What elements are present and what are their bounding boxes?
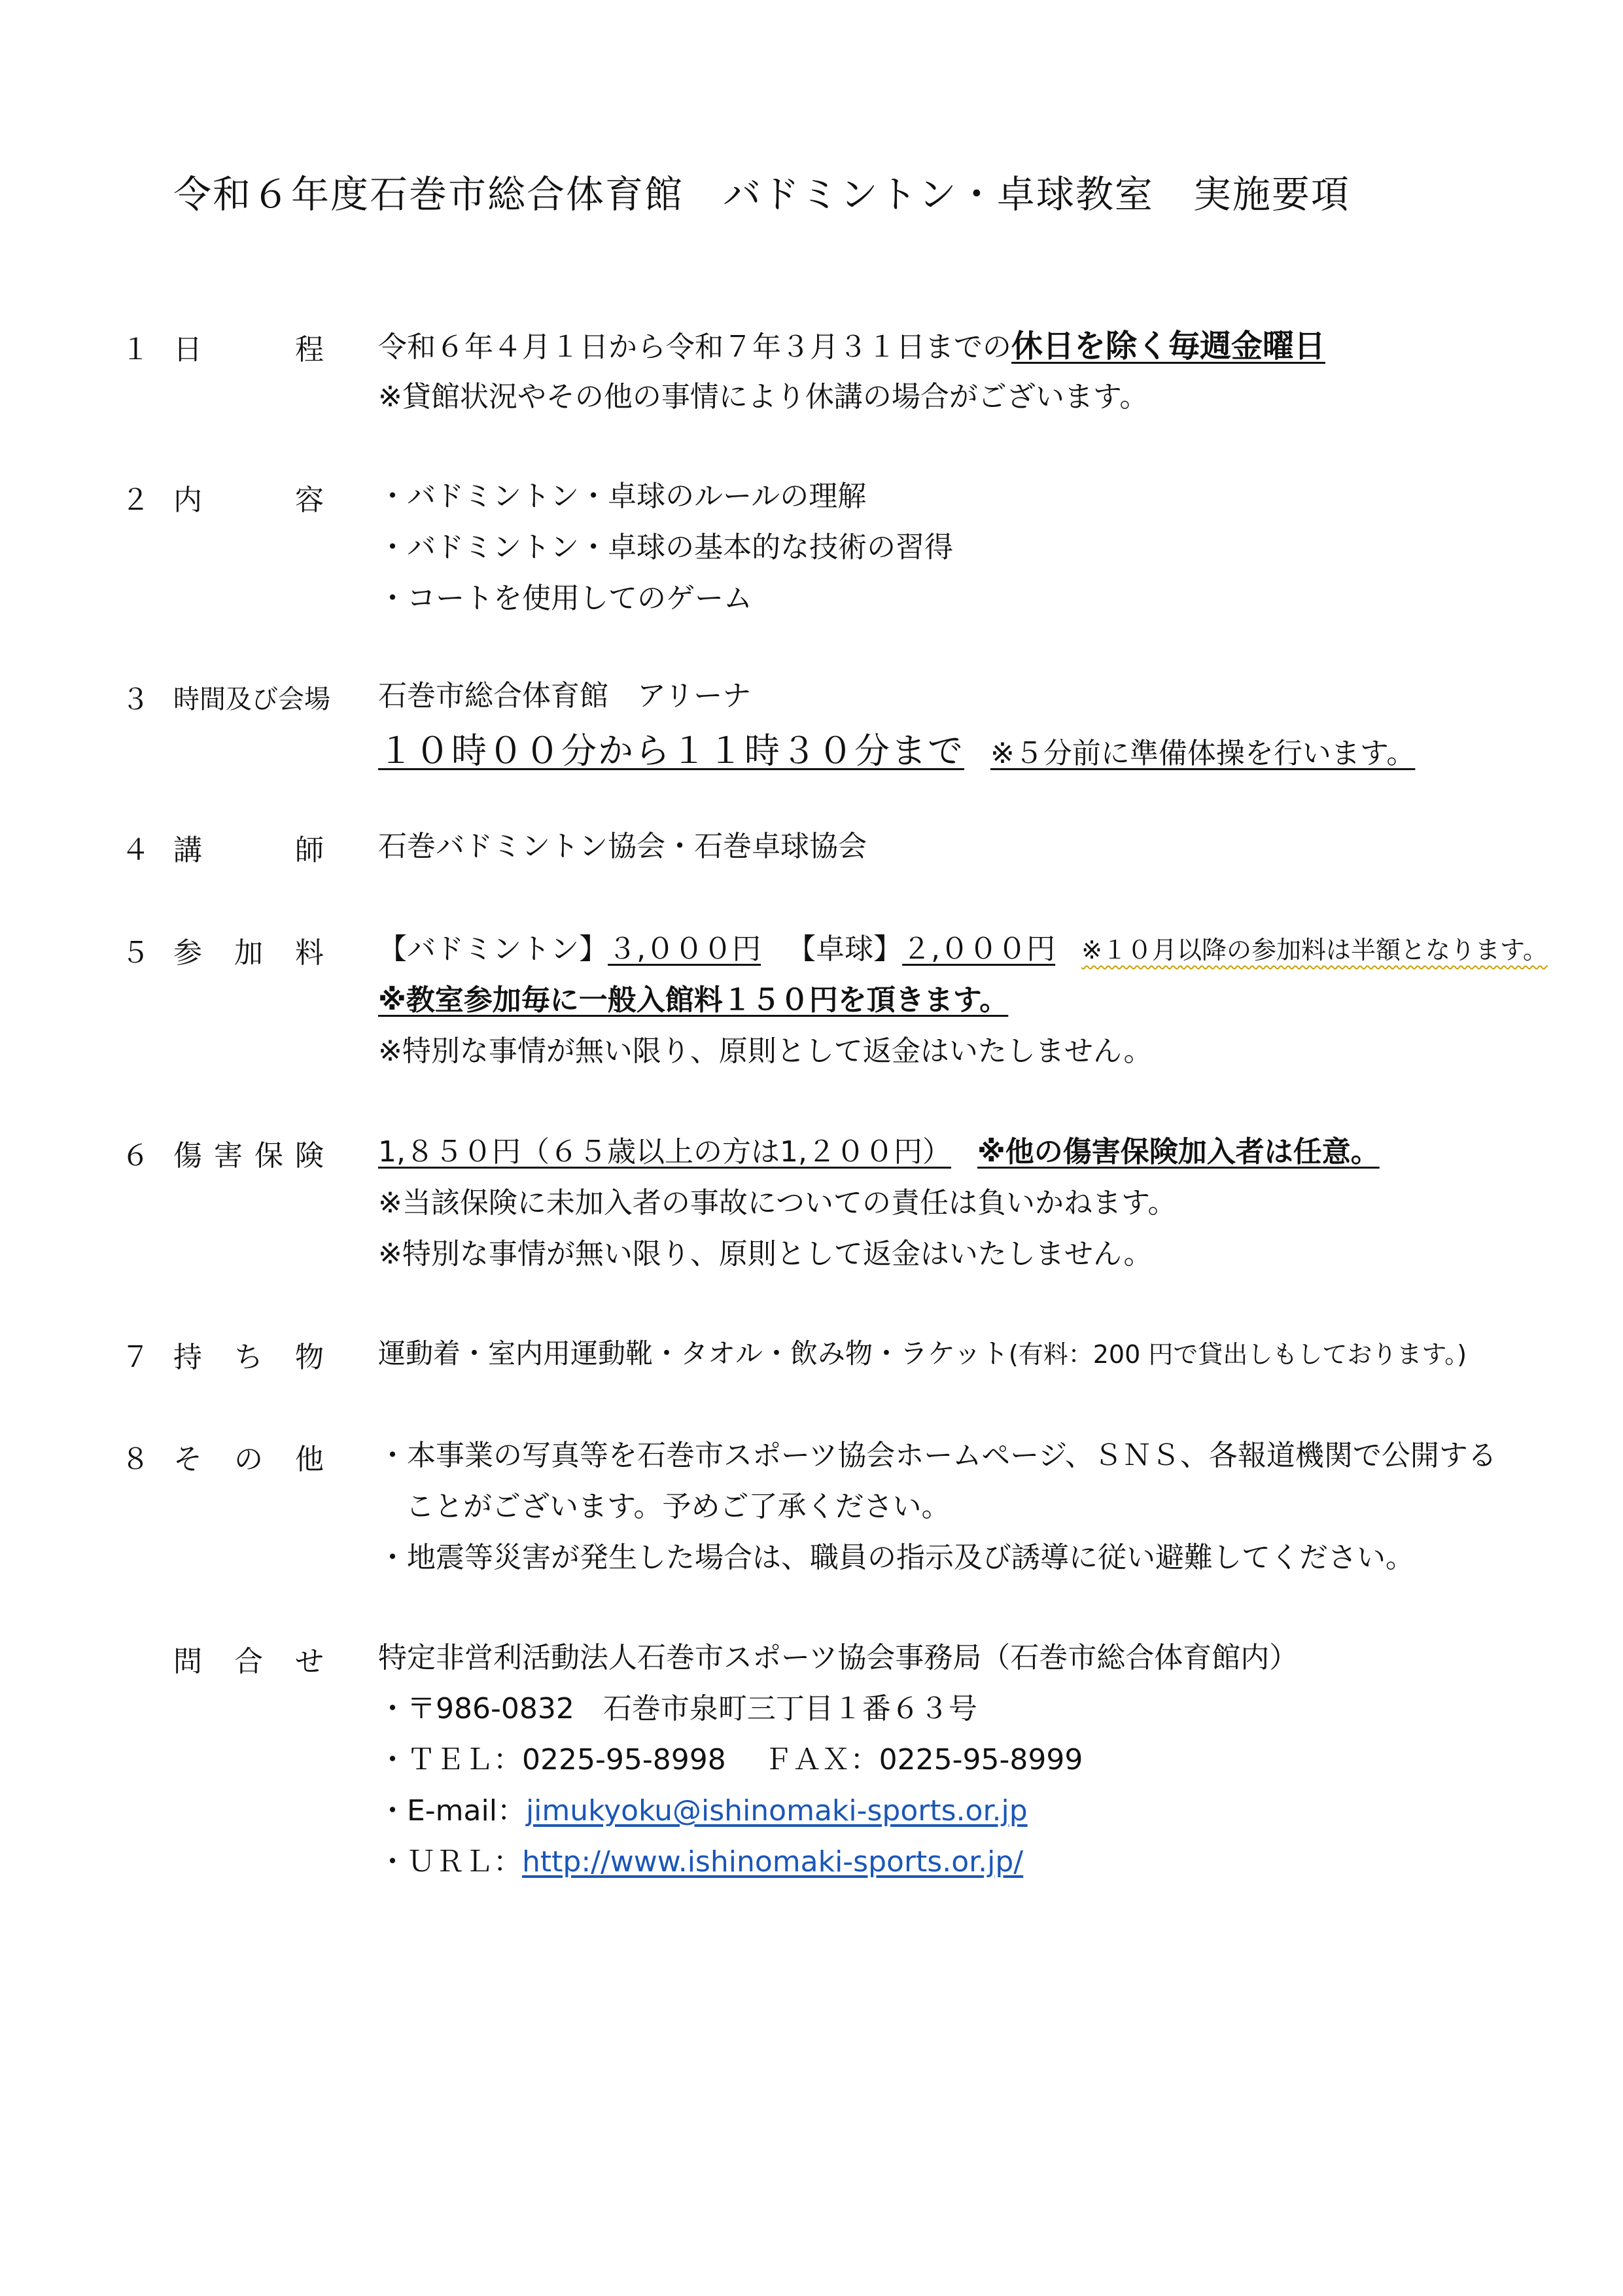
label-char: 物	[295, 1341, 324, 1374]
label-char: 容	[295, 484, 324, 517]
schedule-period: 令和６年４月１日から令和７年３月３１日までの	[378, 330, 1011, 364]
section-number: １	[121, 333, 150, 366]
section-label	[173, 1436, 324, 1477]
section-label: 時間及び会場	[173, 684, 330, 715]
url-link[interactable]: http://www.ishinomaki-sports.or.jp/	[522, 1845, 1024, 1879]
schedule-note: ※貸館状況やその他の事情により休講の場合がございます。	[378, 380, 1149, 414]
inquiry-phone-fax: ・ＴＥＬ：0225-95-8998 ＦＡＸ：0225-95-8999	[378, 1743, 1083, 1776]
label-char: 険	[295, 1139, 324, 1173]
list-item: ・本事業の写真等を石巻市スポーツ協会ホームページ、ＳＮＳ、各報道機関で公開する	[378, 1439, 1497, 1472]
section-body	[378, 821, 1595, 872]
label-char: 参	[173, 936, 202, 970]
label-char: 害	[214, 1139, 243, 1173]
document-title: 令和６年度石巻市総合体育館 バドミントン・卓球教室 実施要項	[173, 172, 1350, 217]
label-char: 日	[173, 333, 202, 366]
section-body	[378, 1430, 1595, 1583]
section-number: ４	[121, 834, 150, 867]
section-number: ５	[121, 936, 150, 970]
fee-tabletennis-amount: ２,０００円	[902, 932, 1056, 966]
fee-line	[378, 924, 1595, 975]
section-number: ２	[121, 484, 150, 517]
label-char: 問	[173, 1645, 202, 1678]
list-item: ことがございます。予めご了承ください。	[406, 1490, 951, 1523]
label-char: 保	[254, 1139, 283, 1173]
insurance-fee-line	[378, 1127, 1595, 1178]
label-char: 程	[295, 333, 324, 366]
section-label	[173, 1638, 324, 1680]
insurance-liability-note: ※当該保険に未加入者の事故についての責任は負いかねます。	[378, 1186, 1177, 1220]
section-number: ６	[121, 1139, 150, 1173]
section-label	[173, 1132, 324, 1174]
section-body	[378, 471, 1595, 624]
fee-admission-note: ※教室参加毎に一般入館料１５０円を頂きます。	[378, 983, 1009, 1017]
label-char: 持	[173, 1341, 202, 1374]
section-body	[378, 924, 1595, 1077]
time-note: ※５分前に準備体操を行います。	[990, 737, 1416, 770]
label-char: そ	[173, 1443, 202, 1476]
belongings-rental-note: (有料：200 円で貸出しもしております。)	[1008, 1340, 1467, 1369]
section-label	[173, 326, 324, 368]
section-label	[173, 1333, 324, 1375]
list-item: ・コートを使用してのゲーム	[378, 582, 752, 615]
inquiry-organization: 特定非営利活動法人石巻市スポーツ協会事務局（石巻市総合体育館内）	[378, 1641, 1299, 1674]
schedule-line	[378, 321, 1595, 372]
inquiry-email-line	[378, 1786, 1595, 1837]
insurance-optional-note: ※他の傷害保険加入者は任意。	[977, 1135, 1380, 1169]
label-char: 内	[173, 484, 202, 517]
section-body	[378, 1127, 1595, 1280]
fee-halfprice-note: ※１０月以降の参加料は半額となります。	[1081, 936, 1548, 964]
email-link[interactable]: jimukyoku@ishinomaki-sports.or.jp	[525, 1794, 1028, 1828]
time-line	[378, 722, 1595, 781]
insurance-refund-note: ※特別な事情が無い限り、原則として返金はいたしません。	[378, 1237, 1153, 1271]
list-item: ・バドミントン・卓球のルールの理解	[378, 480, 867, 513]
section-number: ３	[121, 683, 150, 716]
list-item: ・バドミントン・卓球の基本的な技術の習得	[378, 531, 954, 564]
label-char: 他	[295, 1443, 324, 1476]
list-item: ・地震等災害が発生した場合は、職員の指示及び誘導に従い避難してください。	[378, 1541, 1414, 1574]
fee-badminton-label: 【バドミントン】	[378, 932, 608, 966]
fee-tabletennis-label: 【卓球】	[787, 932, 903, 966]
time-range: １０時００分から１１時３０分まで	[378, 730, 964, 771]
section-body	[378, 321, 1595, 423]
section-label	[173, 826, 324, 868]
instructor-line: 石巻バドミントン協会・石巻卓球協会	[378, 830, 867, 863]
label-char: 加	[234, 936, 263, 970]
url-label: ・ＵＲＬ：	[378, 1845, 522, 1879]
belongings-line	[378, 1328, 1595, 1379]
belongings-items: 運動着・室内用運動靴・タオル・飲み物・ラケット	[378, 1337, 1009, 1369]
section-body	[378, 1328, 1595, 1379]
inquiry-url-line	[378, 1837, 1595, 1888]
section-label	[173, 929, 324, 971]
email-label: ・E-mail：	[378, 1794, 526, 1828]
label-char: 傷	[173, 1139, 202, 1173]
label-char: 講	[173, 834, 202, 867]
fee-refund-note: ※特別な事情が無い限り、原則として返金はいたしません。	[378, 1034, 1153, 1068]
inquiry-address: ・〒986-0832 石巻市泉町三丁目１番６３号	[378, 1692, 977, 1725]
label-char: せ	[295, 1645, 324, 1678]
label-char: の	[234, 1443, 263, 1476]
section-body	[378, 1633, 1595, 1888]
label-char: ち	[234, 1341, 263, 1374]
fee-badminton-amount: ３,０００円	[608, 932, 761, 966]
section-body	[378, 671, 1595, 781]
label-char: 合	[234, 1645, 263, 1678]
section-number: ７	[121, 1341, 150, 1374]
section-label	[173, 476, 324, 518]
label-char: 師	[295, 834, 324, 867]
insurance-fee: 1,８５０円（６５歳以上の方は1,２００円）	[378, 1135, 951, 1169]
schedule-day: 休日を除く毎週金曜日	[1011, 328, 1326, 364]
label-char: 料	[295, 936, 324, 970]
venue-line: 石巻市総合体育館 アリーナ	[378, 679, 752, 713]
section-number: ８	[121, 1443, 150, 1476]
